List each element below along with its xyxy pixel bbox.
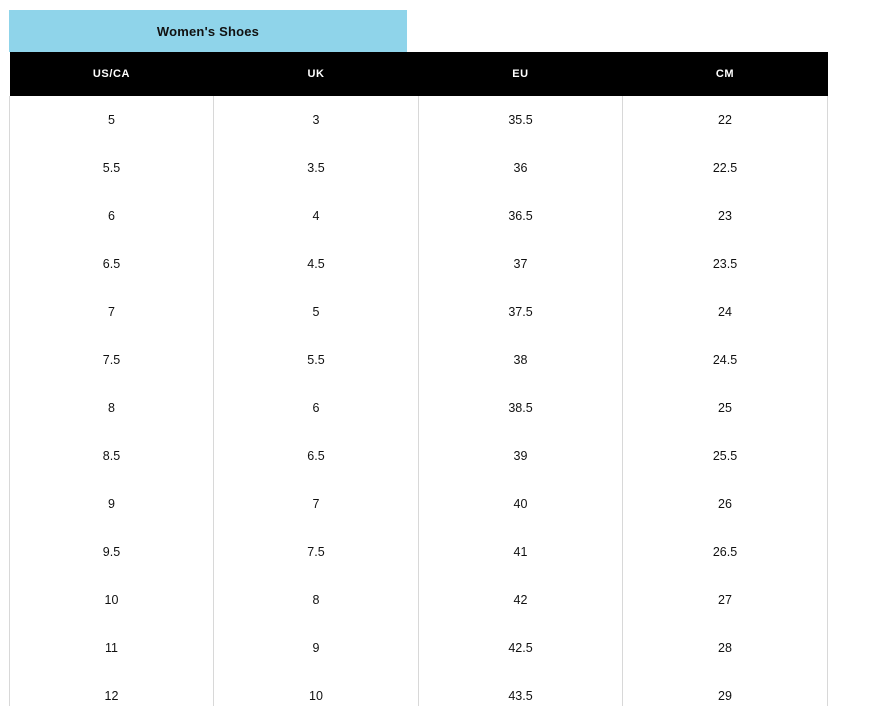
table-row: [10, 384, 828, 432]
cell-uk: 6: [214, 384, 419, 432]
cell-eu: 42.5: [419, 624, 623, 672]
cell-cm: 22.5: [623, 144, 828, 192]
cell-uk: 4.5: [214, 240, 419, 288]
cell-us-ca: 8: [10, 384, 214, 432]
cell-cm: 25: [623, 384, 828, 432]
table-row: [10, 624, 828, 672]
table-row: [10, 144, 828, 192]
cell-eu: 42: [419, 576, 623, 624]
cell-uk: 9: [214, 624, 419, 672]
table-row: [10, 336, 828, 384]
column-header-uk: UK: [214, 52, 419, 96]
cell-us-ca: 5: [10, 96, 214, 144]
cell-us-ca: 6: [10, 192, 214, 240]
table-row: [10, 240, 828, 288]
table-row: [10, 576, 828, 624]
table-row: [10, 192, 828, 240]
cell-uk: 7: [214, 480, 419, 528]
cell-eu: 35.5: [419, 96, 623, 144]
column-header-cm: CM: [623, 52, 828, 96]
cell-cm: 22: [623, 96, 828, 144]
cell-uk: 4: [214, 192, 419, 240]
cell-us-ca: 12: [10, 672, 214, 706]
cell-cm: 29: [623, 672, 828, 706]
cell-uk: 8: [214, 576, 419, 624]
cell-cm: 26.5: [623, 528, 828, 576]
cell-us-ca: 7: [10, 288, 214, 336]
cell-uk: 5.5: [214, 336, 419, 384]
cell-eu: 38: [419, 336, 623, 384]
cell-us-ca: 7.5: [10, 336, 214, 384]
chart-title: Women's Shoes: [9, 10, 407, 52]
cell-uk: 3.5: [214, 144, 419, 192]
cell-cm: 23: [623, 192, 828, 240]
cell-cm: 25.5: [623, 432, 828, 480]
cell-eu: 43.5: [419, 672, 623, 706]
cell-cm: 24.5: [623, 336, 828, 384]
table-row: [10, 288, 828, 336]
cell-cm: 27: [623, 576, 828, 624]
cell-uk: 3: [214, 96, 419, 144]
size-chart: [9, 10, 819, 706]
cell-eu: 41: [419, 528, 623, 576]
table-header-row: [10, 52, 828, 96]
cell-cm: 23.5: [623, 240, 828, 288]
cell-uk: 6.5: [214, 432, 419, 480]
table-row: [10, 528, 828, 576]
cell-us-ca: 9.5: [10, 528, 214, 576]
cell-eu: 37.5: [419, 288, 623, 336]
cell-uk: 5: [214, 288, 419, 336]
table-body: [10, 96, 828, 706]
cell-us-ca: 5.5: [10, 144, 214, 192]
cell-us-ca: 8.5: [10, 432, 214, 480]
cell-uk: 7.5: [214, 528, 419, 576]
chart-title-row: [9, 10, 819, 52]
size-conversion-table: [9, 52, 828, 706]
cell-eu: 38.5: [419, 384, 623, 432]
cell-us-ca: 9: [10, 480, 214, 528]
table-header: [10, 52, 828, 96]
cell-us-ca: 10: [10, 576, 214, 624]
cell-cm: 26: [623, 480, 828, 528]
table-row: [10, 480, 828, 528]
column-header-us-ca: US/CA: [10, 52, 214, 96]
cell-eu: 39: [419, 432, 623, 480]
table-row: [10, 432, 828, 480]
table-row: [10, 96, 828, 144]
chart-title-filler: [407, 10, 819, 52]
cell-cm: 24: [623, 288, 828, 336]
cell-eu: 36: [419, 144, 623, 192]
cell-eu: 40: [419, 480, 623, 528]
table-row: [10, 672, 828, 706]
cell-uk: 10: [214, 672, 419, 706]
cell-eu: 36.5: [419, 192, 623, 240]
column-header-eu: EU: [419, 52, 623, 96]
cell-eu: 37: [419, 240, 623, 288]
cell-us-ca: 11: [10, 624, 214, 672]
cell-cm: 28: [623, 624, 828, 672]
cell-us-ca: 6.5: [10, 240, 214, 288]
